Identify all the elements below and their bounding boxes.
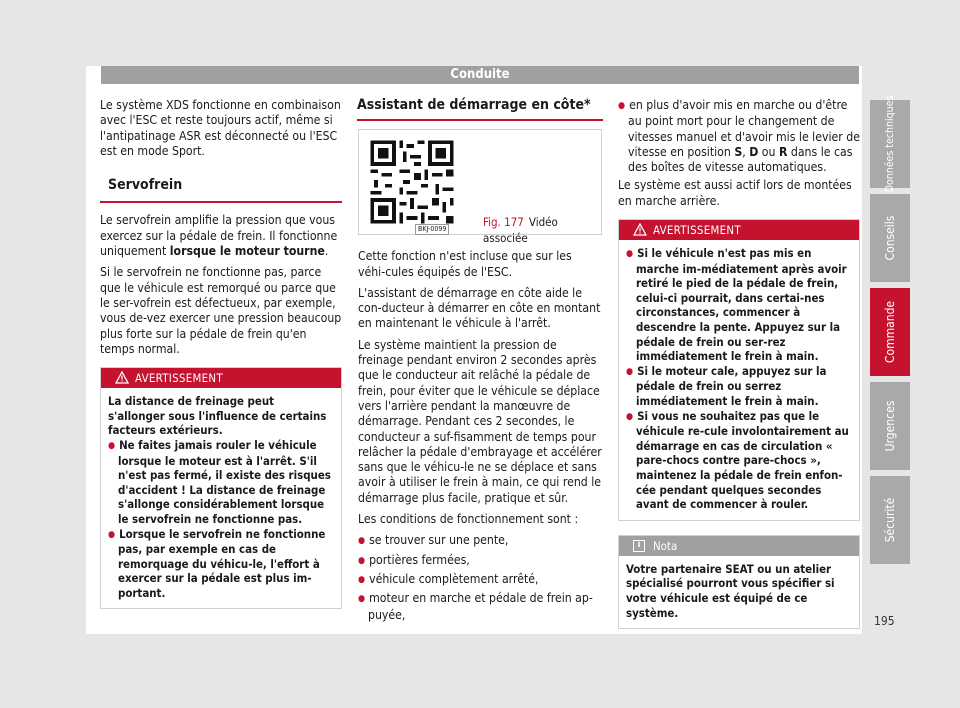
warning-item: ● Si le véhicule n'est pas mis en marche im-médiatement après avoir retiré le pied de la pédale de frein, celui-ci pourrait, dans certai-nes circonstances, commencer à descendre la pente. Appuyez sur la pédale de frein ou ser-rez immédiatement le frein à main. (626, 246, 852, 364)
warning-body (619, 240, 859, 520)
warning-item: ● Si vous ne souhaitez pas que le véhicule re-cule involontairement au démarrage en cas de circulation « pare-chocs contre pare-chocs », maintenez la pédale de frein enfon-cée pendant quelques secondes avant de commencer à rouler. (626, 409, 852, 512)
info-icon: i (633, 540, 645, 552)
tab-label: Données techniques (884, 95, 896, 193)
tab-commande[interactable] (870, 288, 910, 376)
warning-item: ● Lorsque le servofrein ne fonctionne pas, par exemple en cas de remorquage du véhicu-le, l'effort à exercer sur la pédale est plus im-portant. (108, 527, 334, 601)
warning-intro: La distance de freinage peut s'allonger sous l'influence de certains facteurs extérieurs. (108, 394, 327, 438)
reverse-paragraph: Le système est aussi actif lors de montées en marche arrière. (618, 178, 852, 208)
qr-code-icon[interactable] (367, 137, 457, 227)
column-middle (358, 98, 602, 626)
figure-video (358, 129, 602, 245)
warning-title: AVERTISSEMENT (135, 371, 223, 386)
list-item: ● moteur en marche et pédale de frein ap-puyée, (358, 591, 602, 623)
tab-label: Urgences (883, 400, 897, 452)
gear-s: S (734, 144, 743, 159)
warning-triangle-icon (633, 223, 647, 236)
figure-code: BKJ-0099 (415, 224, 449, 235)
text-run: ou (758, 144, 779, 159)
list-item (618, 98, 860, 175)
conditions-list-cont (618, 98, 860, 175)
servofrein-paragraph-2: Si le servofrein ne fonctionne pas, parce que le véhicule est remorqué ou parce que le ser-vofrein est défectueux, par exemple, vous de-vez exercer une pression beaucoup plus forte sur la pédale de frein qu'en temps normal. (100, 265, 342, 356)
warning-title: AVERTISSEMENT (653, 223, 741, 238)
hill-paragraph: Le système maintient la pression de freinage pendant environ 2 secondes après que le conducteur ait relâché la pédale de frein, pour éviter que le véhicule se déplace vers l'arrière pendant la manœuvre de démarrage. Pendant ces 2 secondes, le conducteur a suf-fisamment de temps pour relâcher la pédale d'embrayage et accélérer sans que le véhicu-le ne se déplace et sans avoir à utiliser le frein à main, ce qui rend le démarrage plus facile, pratique et sûr. (358, 337, 602, 505)
note-title: Nota (653, 538, 678, 553)
text-run: en plus d'avoir mis en marche ou d'être au point mort pour le changement de vitesses manuel et d'avoir mis le levier de vitesse en position (628, 98, 860, 159)
section-title-servofrein: Servofrein (100, 165, 342, 203)
hill-paragraph: Cette fonction n'est incluse que sur les véhi-cules équipés de l'ESC. (358, 249, 572, 279)
text-run: dans le cas des boîtes de vitesse automatiques. (628, 144, 853, 175)
text-run: . (324, 244, 329, 259)
column-right (618, 98, 860, 629)
gear-r: R (778, 144, 788, 159)
section-title-hill-start: Assistant de démarrage en côte* (357, 98, 603, 121)
figure-caption (483, 215, 601, 246)
text-run: Le servofrein amplifie la pression que vous exercez sur la pédale de frein. Il fonctionne uniquement (100, 213, 338, 259)
hill-paragraph: Les conditions de fonctionnement sont : (358, 512, 579, 527)
conditions-list (358, 533, 602, 622)
list-item: ● se trouver sur une pente, (358, 533, 602, 549)
column-left (100, 98, 342, 619)
warning-item: ● Si le moteur cale, appuyez sur la pédale de frein ou serrez immédiatement le frein à main. (626, 364, 852, 409)
chapter-tabs (870, 95, 910, 570)
warning-box-hill (618, 219, 860, 521)
list-item: ● portières fermées, (358, 553, 602, 569)
tab-conseils[interactable] (870, 194, 910, 282)
emphasis-text: lorsque le moteur tourne (169, 244, 325, 259)
figure-caption-text: Vidéo associée (483, 215, 558, 245)
tab-donnees-techniques[interactable] (870, 95, 910, 193)
xds-paragraph: Le système XDS fonctionne en combinaison avec l'ESC et reste toujours actif, même si l'antipatinage ASR est déconnecté ou l'ESC est en mode Sport. (100, 98, 341, 158)
tab-label: Commande (883, 300, 897, 364)
gear-d: D (749, 144, 759, 159)
tab-label: Conseils (883, 215, 897, 261)
warning-header (619, 220, 859, 240)
warning-body (101, 388, 341, 608)
tab-label: Sécurité (883, 497, 897, 543)
warning-header (101, 368, 341, 388)
tab-urgences[interactable] (870, 382, 910, 470)
page-number: 195 (874, 614, 895, 628)
note-body: Votre partenaire SEAT ou un atelier spécialisé pourront vous spécifier si votre véhicule est équipé de ce système. (626, 561, 835, 620)
tab-securite[interactable] (870, 476, 910, 564)
text-run: , (742, 144, 750, 159)
chapter-header: Conduite (101, 66, 859, 84)
warning-triangle-icon (115, 371, 129, 384)
figure-number: Fig. 177 (483, 215, 524, 230)
servofrein-paragraph-1 (100, 213, 342, 259)
note-header (619, 536, 859, 556)
warning-item: ● Ne faites jamais rouler le véhicule lorsque le moteur est à l'arrêt. S'il n'est pas fermé, il existe des risques d'accident ! La distance de freinage s'allonge considérablement lorsque le servofrein ne fonctionne pas. (108, 438, 334, 527)
note-box (618, 535, 860, 629)
warning-box-servofrein (100, 367, 342, 609)
list-item: ● véhicule complètement arrêté, (358, 572, 602, 588)
hill-paragraph: L'assistant de démarrage en côte aide le con-ducteur à démarrer en côte en montant en maintenant le véhicule à l'arrêt. (358, 285, 601, 331)
